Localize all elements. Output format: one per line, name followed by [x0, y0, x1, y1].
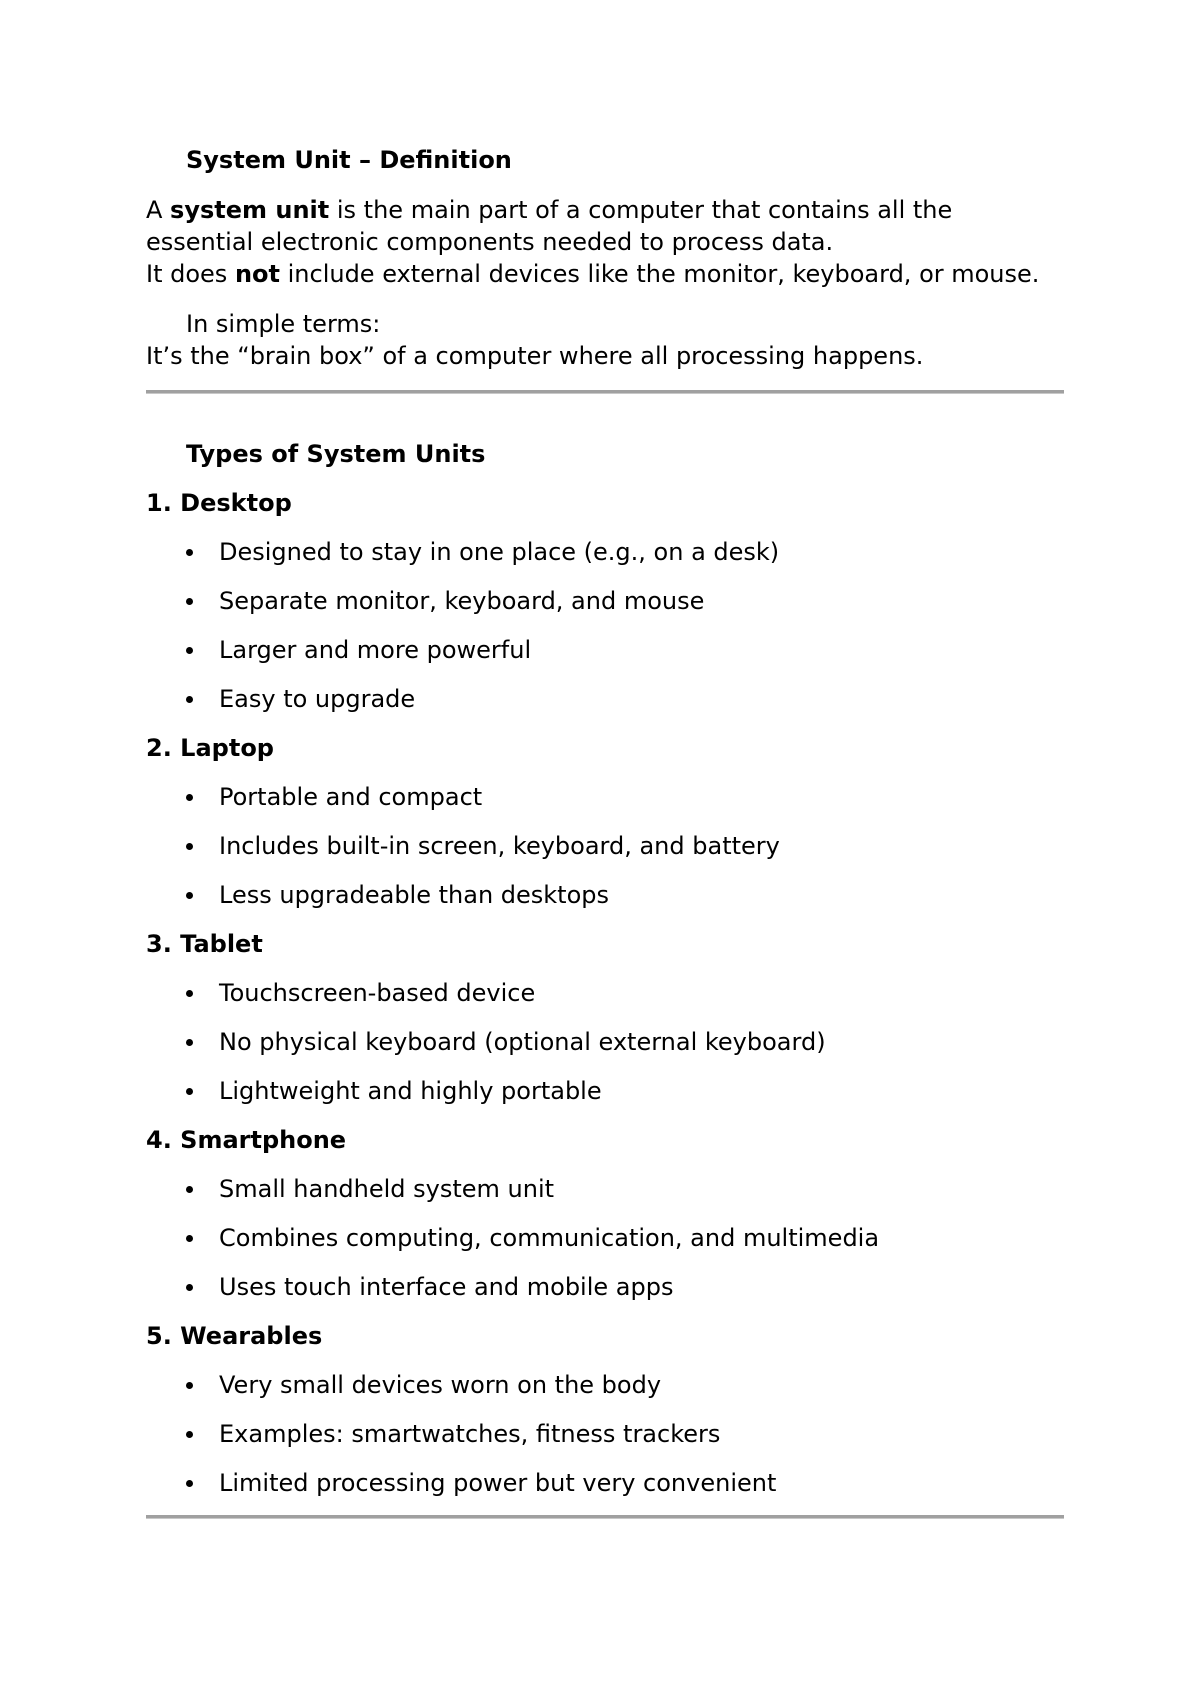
list-item: Includes built-in screen, keyboard, and battery	[219, 832, 780, 860]
definition-paragraph-1-line-2: essential electronic components needed to process data.	[146, 228, 834, 256]
list-item: Examples: smartwatches, fitness trackers	[219, 1420, 721, 1448]
bullet-icon	[186, 1284, 193, 1291]
list-item: Easy to upgrade	[219, 685, 416, 713]
horizontal-rule	[146, 390, 1064, 394]
bullet-icon	[186, 1480, 193, 1487]
bullet-icon	[186, 990, 193, 997]
bullet-icon	[186, 1186, 193, 1193]
bullet-icon	[186, 1382, 193, 1389]
list-item: No physical keyboard (optional external keyboard)	[219, 1028, 826, 1056]
definition-title: System Unit – Definition	[186, 146, 512, 174]
bullet-icon	[186, 1088, 193, 1095]
type-heading: 4. Smartphone	[146, 1126, 347, 1154]
bullet-icon	[186, 892, 193, 899]
type-heading: 2. Laptop	[146, 734, 274, 762]
list-item: Larger and more powerful	[219, 636, 532, 664]
bullet-icon	[186, 1235, 193, 1242]
list-item: Limited processing power but very convenient	[219, 1469, 777, 1497]
types-title: Types of System Units	[186, 440, 486, 468]
list-item: Very small devices worn on the body	[219, 1371, 662, 1399]
bullet-icon	[186, 1431, 193, 1438]
type-heading: 5. Wearables	[146, 1322, 323, 1350]
bullet-icon	[186, 794, 193, 801]
system-unit-term: system unit	[170, 196, 330, 224]
simple-terms-label: In simple terms:	[186, 310, 381, 338]
type-heading: 1. Desktop	[146, 489, 292, 517]
simple-terms-text: It’s the “brain box” of a computer where all processing happens.	[146, 342, 924, 370]
list-item: Portable and compact	[219, 783, 483, 811]
list-item: Designed to stay in one place (e.g., on a desk)	[219, 538, 780, 566]
bullet-icon	[186, 549, 193, 556]
list-item: Separate monitor, keyboard, and mouse	[219, 587, 705, 615]
bullet-icon	[186, 696, 193, 703]
list-item: Uses touch interface and mobile apps	[219, 1273, 674, 1301]
list-item: Small handheld system unit	[219, 1175, 555, 1203]
bullet-icon	[186, 647, 193, 654]
definition-paragraph-2: It does not include external devices like the monitor, keyboard, or mouse.	[146, 260, 1040, 288]
bullet-icon	[186, 843, 193, 850]
horizontal-rule-bottom	[146, 1515, 1064, 1519]
list-item: Touchscreen-based device	[219, 979, 536, 1007]
list-item: Combines computing, communication, and multimedia	[219, 1224, 880, 1252]
bullet-icon	[186, 1039, 193, 1046]
type-heading: 3. Tablet	[146, 930, 263, 958]
definition-paragraph-1: A system unit is the main part of a computer that contains all the	[146, 196, 953, 224]
list-item: Lightweight and highly portable	[219, 1077, 602, 1105]
bullet-icon	[186, 598, 193, 605]
list-item: Less upgradeable than desktops	[219, 881, 610, 909]
not-emphasis: not	[234, 260, 280, 288]
